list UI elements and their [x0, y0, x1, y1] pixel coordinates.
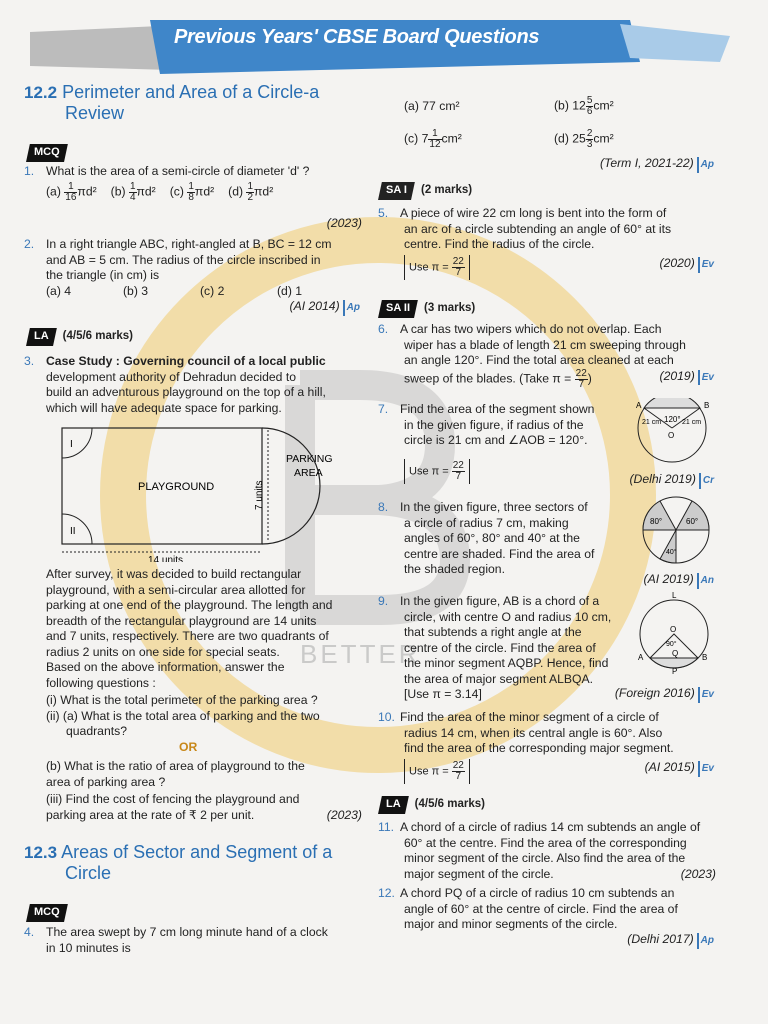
playground-figure	[38, 422, 348, 562]
q4-option: (c) 7 $\frac{1}{12}$ cm²	[404, 127, 462, 150]
svg-text:80°: 80°	[650, 517, 663, 526]
q1-year: (2023)	[326, 216, 362, 230]
svg-text:B: B	[704, 401, 710, 410]
mcq-tag-2: MCQ	[26, 904, 67, 922]
fig-parking1: PARKING	[286, 453, 333, 465]
svg-text:21 cm: 21 cm	[682, 419, 702, 426]
q2-option: (c) 2	[200, 283, 225, 298]
svg-text:40°: 40°	[666, 549, 677, 556]
q1-options	[46, 182, 362, 203]
q4-option: (a) 77 cm²	[404, 98, 460, 113]
question-5: 5. A piece of wire 22 cm long is bent into the form of an arc of a circle subtending an angle of 60° at its centre. Find the radius of the circle. Use π = $\frac{22}{7}$ (2020) Ev	[378, 206, 714, 278]
svg-text:L: L	[672, 591, 677, 600]
watermark-text: BETTER	[300, 639, 421, 669]
q2-option: (d) 1	[277, 283, 303, 298]
mcq-tag: MCQ	[26, 144, 67, 162]
question-3: 3. Case Study : Governing council of a local public development authority of Dehradun decided to build an adventurous playground on the top of a hill, which will have adequate space for parking.	[24, 354, 326, 415]
left-column	[24, 82, 362, 962]
q2-options	[46, 284, 362, 300]
right-column	[378, 96, 716, 956]
q2-year: (AI 2014) Ap	[290, 299, 362, 316]
or-label: OR	[179, 739, 198, 754]
svg-text:B: B	[702, 653, 708, 662]
q4-option: (b) 12 $\frac{5}{6}$ cm²	[554, 95, 614, 117]
la-header-right: LA (4/5/6 marks)	[380, 796, 485, 814]
fig-parking2: AREA	[294, 467, 323, 479]
sa1-header: SA I (2 marks)	[380, 182, 472, 200]
svg-text:O: O	[668, 431, 675, 440]
svg-text:120°: 120°	[664, 415, 681, 424]
svg-text:60°: 60°	[686, 517, 699, 526]
question-1: 1. What is the area of a semi-circle of diameter 'd' ? (a) $\frac{1}{16}$ πd² (b) $\frac{1}{4}$ πd² (c) $\frac{1}{8}$ πd² (d) $\frac{1}{2}$ πd² (2023)	[24, 164, 362, 230]
segment-figure	[634, 398, 714, 468]
question-6: 6. A car has two wipers which do not overlap. Each wiper has a blade of length 21 cm sweeping through an angle 120°. Find the total area cleaned at each sweep of the blades. (Take π = $\frac{22}{7}$ ) (2019) Ev	[378, 322, 714, 390]
svg-text:P: P	[672, 667, 678, 674]
q4-options	[404, 96, 704, 159]
question-3-continued: After survey, it was decided to build rectangular playground, with a semi-circular area allotted for parking at one end of the playground. The length and breadth of the rectangular playground are 14 units and 7 units, respectively. There are two quadrants of radius 2 units on one side for special seats. Based on the above information, answer the following questions : (i) What is the total perimeter of the parking area ? (ii) (a) What is the total area of parking and the two quadrants? OR (b) What is the ratio of area of playground to the area of parking area ? (iii) Find the cost of fencing the playground and parking area at the rate of ₹ 2 per unit. (2023)	[46, 567, 362, 822]
svg-text:A: A	[636, 401, 642, 410]
q4-option: (d) 25 $\frac{2}{3}$ cm²	[554, 127, 614, 150]
q4-year: (Term I, 2021-22) Ap	[600, 156, 716, 173]
question-11: 11. A chord of a circle of radius 14 cm subtends an angle of 60° at the centre. Find the area of the corresponding minor segment of the circle. Also find the area of the major segment of the circle. (2023)	[378, 820, 716, 881]
fig-label-i: I	[70, 439, 73, 450]
svg-text:21 cm: 21 cm	[642, 419, 662, 426]
banner-title: Previous Years' CBSE Board Questions	[174, 26, 540, 48]
sa2-header: SA II (3 marks)	[380, 300, 475, 318]
q1-option: (c) $\frac{1}{8}$ πd²	[169, 180, 215, 203]
question-12: 12. A chord PQ of a circle of radius 10 cm subtends an angle of 60° at the centre of circle. Find the area of major and minor segments of the circle. (Delhi 2017) Ap	[378, 886, 716, 933]
svg-text:Q: Q	[672, 649, 679, 658]
la-header: LA (4/5/6 marks)	[28, 328, 133, 346]
q1-option: (d) $\frac{1}{2}$ πd²	[228, 180, 274, 203]
q2-option: (b) 3	[123, 283, 149, 298]
section-heading-12-2: 12.2 Perimeter and Area of a Circle-a Review	[24, 82, 320, 123]
question-8: 8. In the given figure, three sectors of a circle of radius 7 cm, making angles of 60°, 80° and 40° at the centre are shaded. Find the area of the shaded region. (AI 2019) An	[378, 500, 716, 578]
section-heading-12-3: 12.3 Areas of Sector and Segment of a Circle	[24, 842, 333, 883]
q1-option: (b) $\frac{1}{4}$ πd²	[110, 180, 156, 203]
svg-text:O: O	[670, 625, 677, 634]
sectors-figure	[640, 494, 714, 568]
fig-14units: 14 units	[148, 555, 184, 562]
fig-playground: PLAYGROUND	[138, 481, 215, 493]
q1-option: (a) $\frac{1}{16}$ πd²	[46, 180, 97, 203]
fig-label-ii: II	[70, 526, 76, 537]
fig-7units: 7 units	[254, 480, 265, 510]
chord-figure	[634, 590, 714, 674]
question-7: 7. Find the area of the segment shown in the given figure, if radius of the circle is 21 cm and ∠AOB = 120°. Use π = $\frac{22}{7}$ (Delhi 2019) Cr	[378, 402, 716, 484]
q2-option: (a) 4	[46, 283, 72, 298]
question-10: 10. Find the area of the minor segment of a circle of radius 14 cm, when its central angle is 60°. Also find the area of the corresponding major segment. Use π = $\frac{22}{7}$ (AI 2015) Ev	[378, 710, 714, 782]
question-4: 4. The area swept by 7 cm long minute hand of a clock in 10 minutes is	[24, 925, 328, 955]
question-2: 2. In a right triangle ABC, right-angled at B, BC = 12 cm and AB = 5 cm. The radius of the circle inscribed in the triangle (in cm) is (a) 4 (b) 3 (c) 2 (d) 1 (AI 2014) Ap	[24, 237, 362, 299]
svg-text:90°: 90°	[666, 641, 677, 648]
question-9: 9. In the given figure, AB is a chord of a circle, with centre O and radius 10 cm, that subtends a right angle at the centre of the circle. Find the area of the minor segment AQBP. Hence, find the area of major segment ALBQA. [Use π = 3.14] (Foreign 2016) Ev	[378, 594, 714, 701]
svg-text:A: A	[638, 653, 644, 662]
